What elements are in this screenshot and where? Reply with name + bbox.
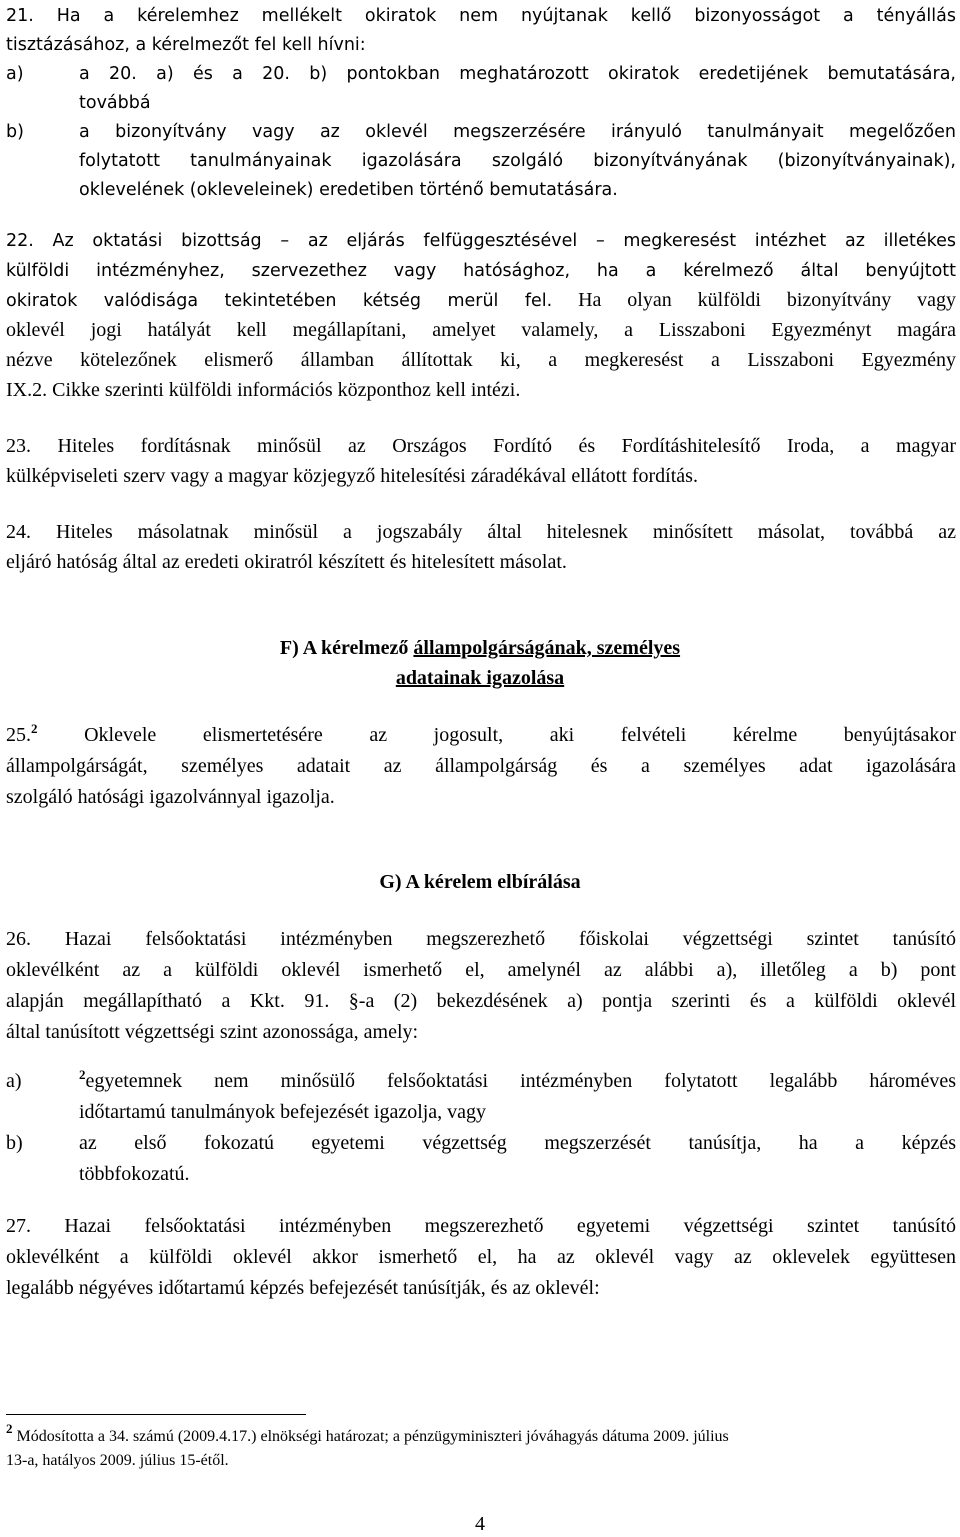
paragraph-24-line-2: eljáró hatóság által az eredeti okiratról készített és hitelesített másolat.: [6, 551, 567, 573]
section-heading-f-line-1: [0, 633, 960, 663]
paragraph-23-line-1: 23. Hiteles fordításnak minősül az Országos Fordító és Fordításhitelesítő Iroda, a magyar: [6, 435, 956, 457]
paragraph-22-line-3: [6, 286, 956, 317]
page-number: 4: [475, 1513, 485, 1535]
paragraph-22: [6, 227, 956, 317]
list-label-a: a): [6, 64, 24, 84]
paragraph-24-line-1: 24. Hiteles másolatnak minősül a jogszabály által hitelesnek minősített másolat, továbbá az: [6, 521, 956, 543]
list-item-26a-line-2: időtartamú tanulmányok befejezését igazolja, vagy: [79, 1101, 487, 1123]
paragraph-27-line-2: oklevélként a külföldi oklevél akkor ismerhető el, ha az oklevél vagy az oklevelek együttesen: [6, 1246, 956, 1268]
footnote-divider: [6, 1414, 306, 1415]
paragraph-26-list: [6, 1066, 956, 1190]
paragraph-26-line-2: oklevélként az a külföldi oklevél ismerhető el, amelynél az alábbi a), illetőleg a b) pont: [6, 959, 956, 981]
heading-f-prefix: F) A kérelmező: [279, 637, 409, 659]
section-heading-f-line-2: adatainak igazolása: [395, 667, 565, 689]
footnote-line-2: 13-a, hatályos 2009. július 15-étől.: [6, 1452, 229, 1469]
paragraph-22-line-6: IX.2. Cikke szerinti külföldi információs központhoz kell intézi.: [6, 379, 521, 401]
paragraph-26-line-4: által tanúsított végzettségi szint azonossága, amely:: [6, 1021, 419, 1043]
list-item-26a-line-1: [6, 1066, 956, 1097]
list-item-26b-line-1: az első fokozatú egyetemi végzettség megszerzését tanúsítja, ha a képzés: [79, 1132, 956, 1154]
paragraph-26: [6, 924, 956, 1048]
paragraph-26-line-3: alapján megállapítható a Kkt. 91. §-a (2) bekezdésének a) pontja szerinti és a külföldi oklevél: [6, 990, 956, 1012]
footnote-line-1-text: Módosította a 34. számú (2009.4.17.) elnökségi határozat; a pénzügyminiszteri jóváhagyás dátuma 2009. július: [12, 1428, 729, 1445]
paragraph-27: [6, 1211, 956, 1304]
paragraph-22-line-3b: Ha olyan külföldi bizonyítvány vagy: [552, 289, 956, 311]
paragraph-22-line-4: oklevél jogi hatályát kell megállapítani, amelyet valamely, a Lisszaboni Egyezményt magára: [6, 319, 956, 341]
footnote: [6, 1421, 956, 1473]
paragraph-21-line-2: tisztázásához, a kérelmezőt fel kell hívni:: [6, 35, 366, 55]
footnote-ref-2: 2: [31, 721, 38, 736]
footnote-line-1: [6, 1421, 956, 1449]
paragraph-24: [6, 517, 956, 577]
section-heading-f: [0, 633, 960, 693]
paragraph-22-line-2: külföldi intézményhez, szervezethez vagy hatósághoz, ha a kérelmező által benyújtott: [6, 260, 956, 281]
list-label-26b: b): [6, 1132, 23, 1154]
list-item-a-line-2: továbbá: [79, 93, 151, 113]
list-item-26b-line-2: többfokozatú.: [79, 1163, 190, 1185]
list-item-a-line-1: a 20. a) és a 20. b) pontokban meghatározott okiratok eredetijének bemutatására,: [79, 64, 956, 84]
section-heading-g-line-1: G) A kérelem elbírálása: [379, 871, 581, 893]
list-item-b-line-1: a bizonyítvány vagy az oklevél megszerzésére irányuló tanulmányait megelőzően: [79, 122, 956, 142]
paragraph-25-number: 25.: [6, 724, 31, 746]
paragraph-22-line-1: 22. Az oktatási bizottság – az eljárás felfüggesztésével – megkeresést intézhet az illetékes: [6, 231, 956, 251]
paragraph-23: [6, 431, 956, 491]
paragraph-21: [6, 2, 956, 205]
heading-f-underlined: állampolgárságának, személyes: [413, 637, 681, 659]
list-label-26a: a): [6, 1070, 22, 1092]
paragraph-23-line-2: külképviseleti szerv vagy a magyar közjegyző hitelesítési záradékával ellátott fordítás.: [6, 465, 698, 487]
paragraph-27-line-1: 27. Hazai felsőoktatási intézményben megszerezhető egyetemi végzettségi szintet tanúsító: [6, 1215, 956, 1237]
paragraph-25-line-2: állampolgárságát, személyes adatait az állampolgárság és a személyes adat igazolására: [6, 755, 956, 777]
paragraph-25: [6, 720, 956, 813]
paragraph-22-line-5: nézve kötelezőnek elismerő államban állítottak ki, a megkeresést a Lisszaboni Egyezmény: [6, 349, 956, 371]
paragraph-22-continued: [6, 315, 956, 405]
footnote-ref-2b: 2: [79, 1067, 86, 1082]
paragraph-22-line-3a: okiratok valódisága tekintetében kétség merül fel.: [6, 291, 553, 311]
list-item-26a-line-1-text: egyetemnek nem minősülő felsőoktatási intézményben folytatott legalább hároméves: [85, 1070, 956, 1092]
paragraph-21-line-1: 21. Ha a kérelemhez mellékelt okiratok nem nyújtanak kellő bizonyosságot a tényállás: [6, 6, 956, 26]
list-item-b-line-2: folytatott tanulmányainak igazolására szolgáló bizonyítványának (bizonyítványainak),: [79, 151, 956, 171]
paragraph-27-line-3: legalább négyéves időtartamú képzés befejezését tanúsítják, és az oklevél:: [6, 1277, 600, 1299]
paragraph-25-line-1: [6, 720, 956, 751]
list-label-b: b): [6, 122, 24, 142]
paragraph-26-line-1: 26. Hazai felsőoktatási intézményben megszerezhető főiskolai végzettségi szintet tanúsító: [6, 928, 956, 950]
paragraph-25-line-3: szolgáló hatósági igazolvánnyal igazolja.: [6, 786, 335, 808]
section-heading-g: [0, 867, 960, 897]
footnote-mark: 2: [6, 1421, 13, 1436]
list-item-b-line-3: oklevelének (okleveleinek) eredetiben történő bemutatására.: [79, 180, 618, 200]
paragraph-25-line-1-text: Oklevele elismertetésére az jogosult, aki felvételi kérelme benyújtásakor: [84, 724, 956, 746]
